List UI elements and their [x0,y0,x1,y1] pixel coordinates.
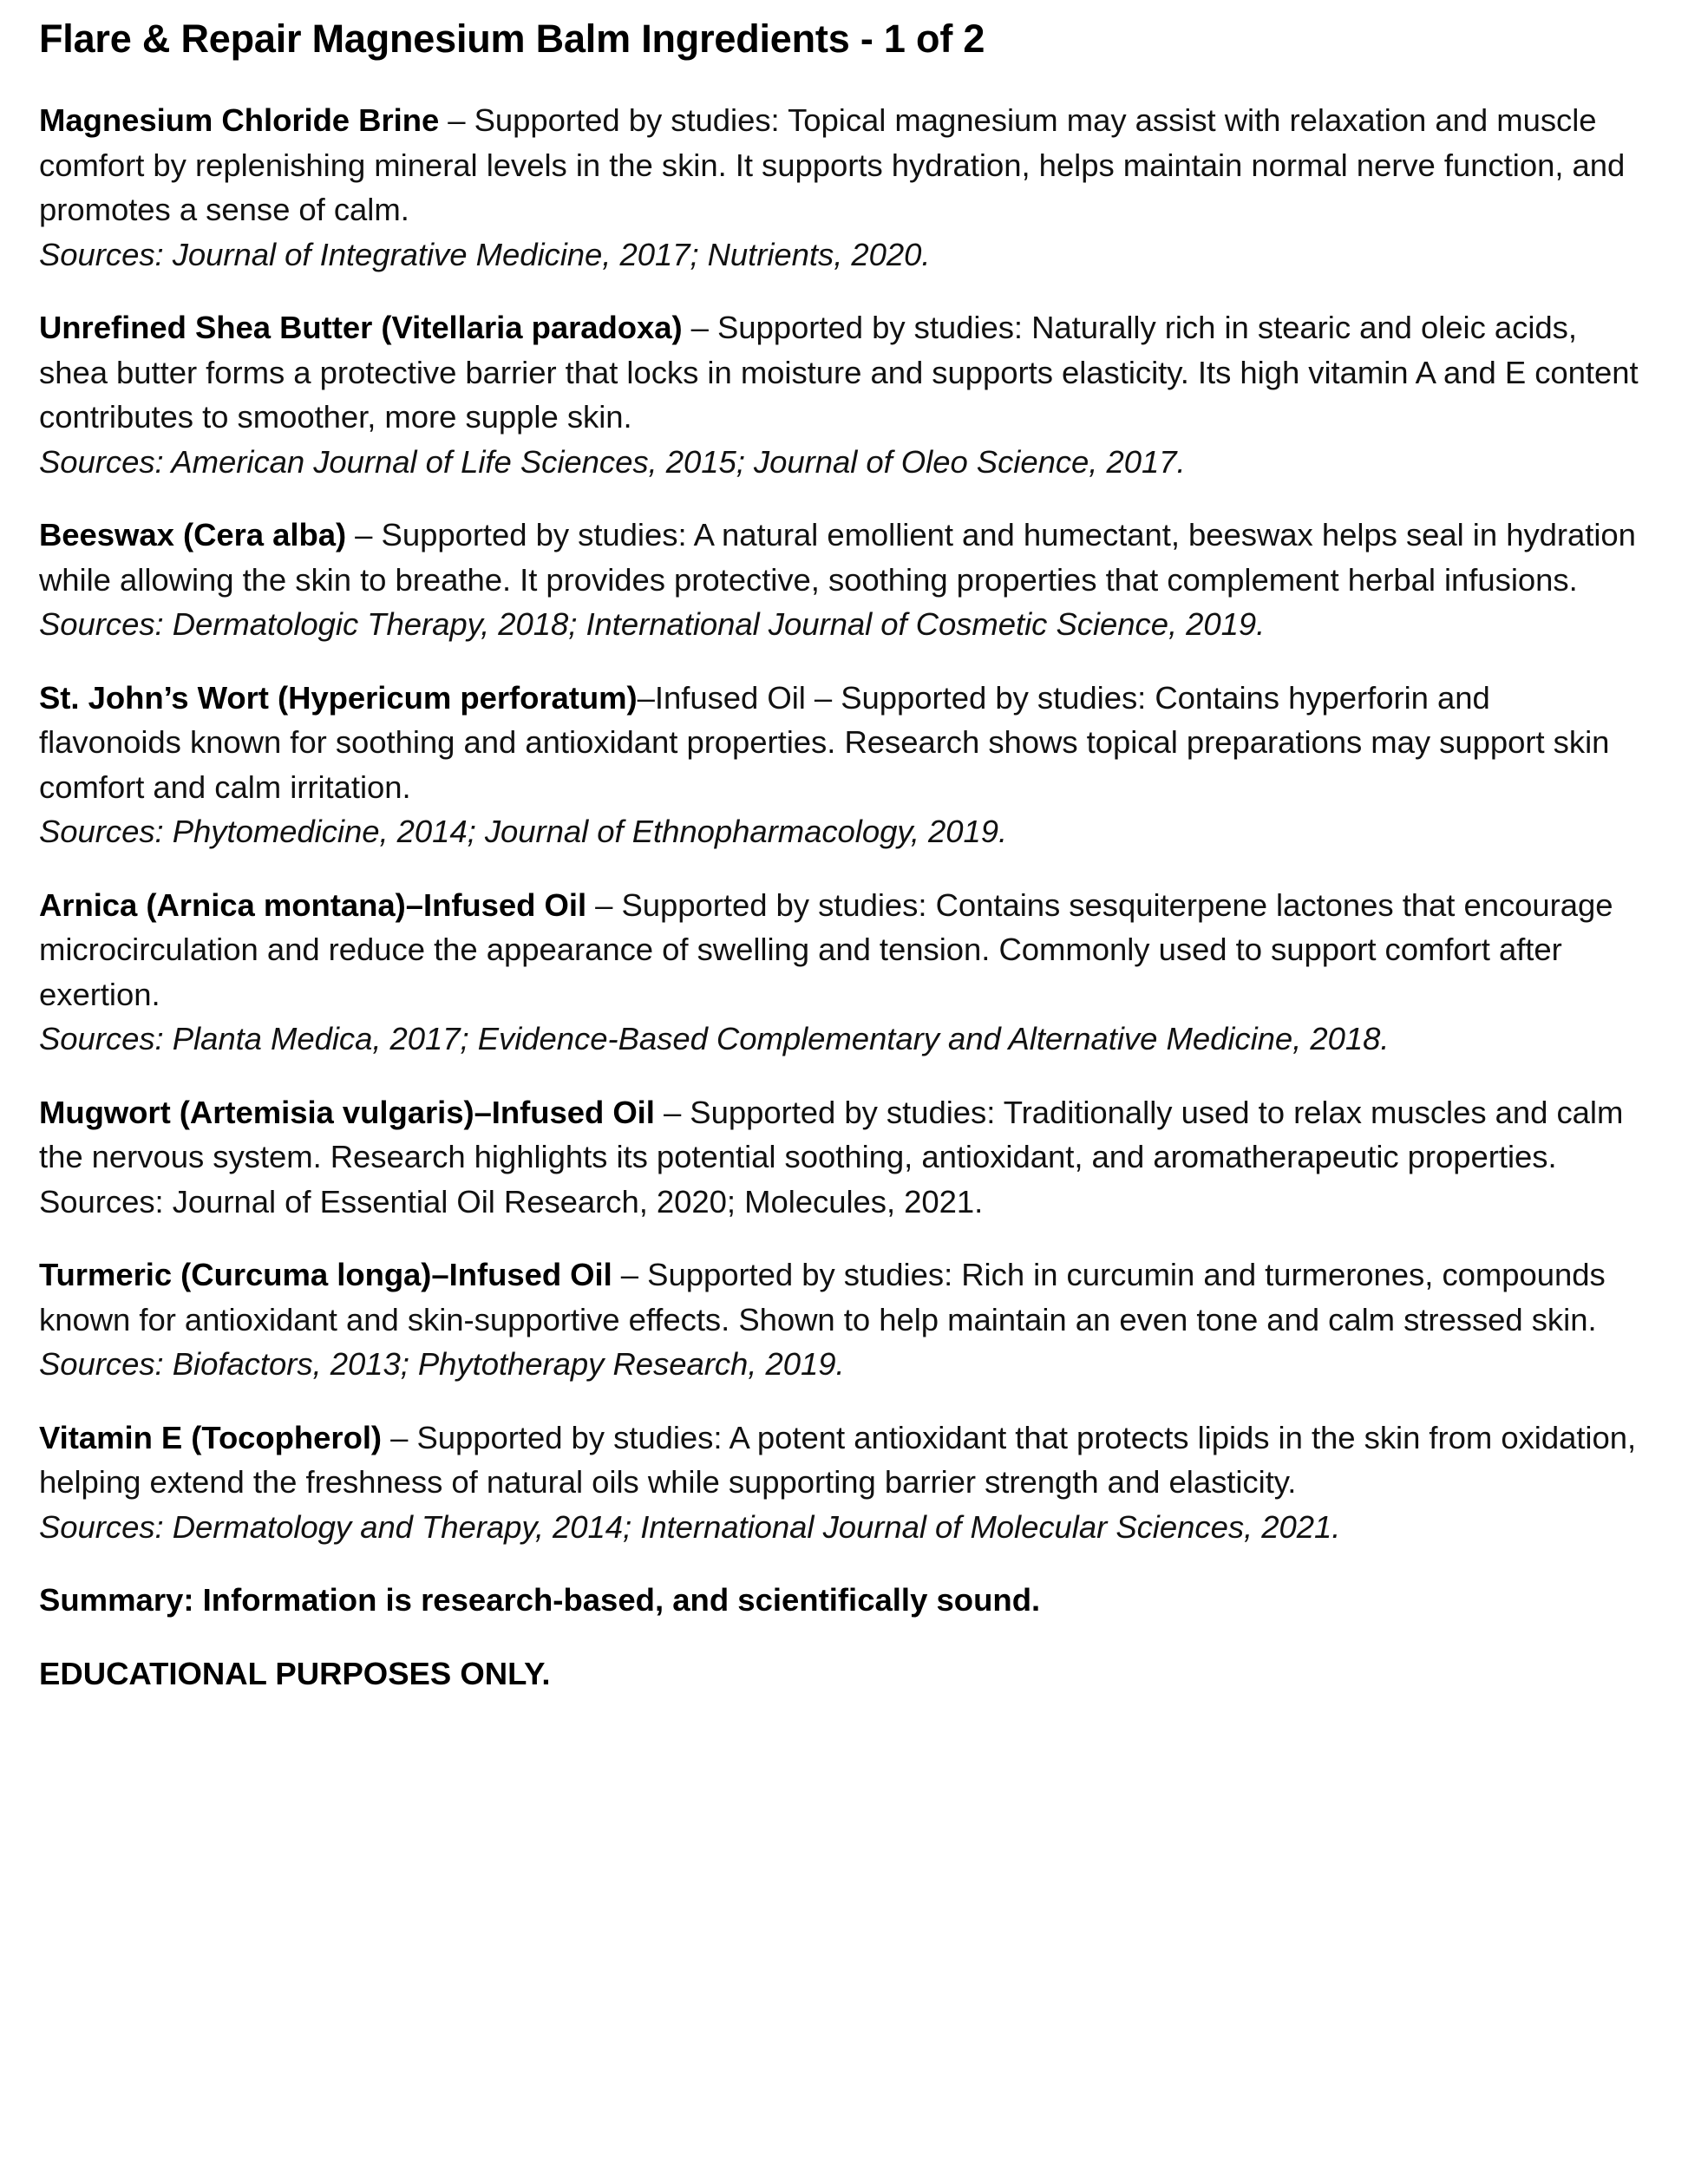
ingredient-name: Vitamin E (Tocopherol) [39,1419,383,1455]
ingredient-name: Turmeric (Curcuma longa)–Infused Oil [39,1257,612,1293]
ingredient-section-vitamin-e [39,1416,1639,1550]
ingredient-section-beeswax [39,513,1639,647]
ingredient-section-magnesium-chloride-brine [39,98,1639,277]
ingredient-name: Unrefined Shea Butter (Vitellaria paradoxa) [39,310,683,346]
ingredient-sources: Sources: Journal of Integrative Medicine, 2017; Nutrients, 2020. [39,236,931,272]
summary-statement: Summary: Information is research-based, and scientifically sound. [39,1582,1041,1618]
ingredient-name: Beeswax (Cera alba) [39,517,347,553]
ingredient-description [39,513,1639,602]
ingredient-section-list [39,98,1639,1549]
ingredient-description [39,305,1639,440]
ingredient-name: Mugwort (Artemisia vulgaris)–Infused Oil [39,1094,655,1130]
ingredient-body-text: – Supported by studies: Traditionally used to relax muscles and calm the nervous system. Research highlights its potential soothing, antioxidant, and aromatherapeutic properties. [39,1094,1624,1175]
ingredient-sources: Sources: Journal of Essential Oil Research, 2020; Molecules, 2021. [39,1183,984,1220]
ingredient-sources: Sources: Biofactors, 2013; Phytotherapy Research, 2019. [39,1346,845,1383]
ingredient-body-text: – Supported by studies: Topical magnesium may assist with relaxation and muscle comfort by replenishing mineral levels in the skin. It supports hydration, helps maintain normal nerve function, and promotes a sense of calm. [39,102,1626,228]
ingredient-sources: Sources: Dermatology and Therapy, 2014; International Journal of Molecular Sciences, 2021. [39,1508,1341,1545]
page-title: Flare & Repair Magnesium Balm Ingredients - 1 of 2 [39,16,985,61]
ingredient-body-text: – Supported by studies: Contains sesquiterpene lactones that encourage microcirculation and reduce the appearance of swelling and tension. Commonly used to support comfort after exertion. [39,886,1613,1012]
ingredient-body-text: – Supported by studies: A natural emollient and humectant, beeswax helps seal in hydration while allowing the skin to breathe. It provides protective, soothing properties that complement herbal infusions. [39,517,1636,598]
educational-disclaimer: EDUCATIONAL PURPOSES ONLY. [39,1655,551,1691]
ingredient-sources: Sources: Dermatologic Therapy, 2018; International Journal of Cosmetic Science, 2019. [39,606,1266,643]
ingredient-section-arnica [39,883,1639,1062]
ingredient-description [39,1416,1639,1505]
ingredient-description [39,1252,1639,1342]
ingredient-description [39,883,1639,1017]
ingredient-name: Magnesium Chloride Brine [39,102,440,139]
ingredient-sources: Sources: American Journal of Life Sciences, 2015; Journal of Oleo Science, 2017. [39,443,1186,480]
ingredient-section-unrefined-shea-butter [39,305,1639,484]
ingredient-body-text: – Supported by studies: Naturally rich in stearic and oleic acids, shea butter forms a protective barrier that locks in moisture and supports elasticity. Its high vitamin A and E content contributes to smoother, more supple skin. [39,310,1639,435]
ingredient-sources: Sources: Phytomedicine, 2014; Journal of Ethnopharmacology, 2019. [39,814,1008,850]
ingredient-body-text: – Supported by studies: Rich in curcumin and turmerones, compounds known for antioxidant and skin-supportive effects. Shown to help maintain an even tone and calm stressed skin. [39,1257,1606,1337]
ingredient-body-text: –Infused Oil – Supported by studies: Contains hyperforin and flavonoids known for soothing and antioxidant properties. Research shows topical preparations may support skin comfort and calm irritation. [39,679,1610,805]
ingredient-description [39,98,1639,232]
ingredient-name: St. John’s Wort (Hypericum perforatum) [39,679,638,716]
ingredient-description [39,1090,1639,1180]
ingredient-body-text: – Supported by studies: A potent antioxidant that protects lipids in the skin from oxidation, helping extend the freshness of natural oils while supporting barrier strength and elasticity. [39,1419,1637,1501]
ingredient-name: Arnica (Arnica montana)–Infused Oil [39,886,587,923]
ingredient-section-st-johns-wort [39,676,1639,854]
ingredient-section-mugwort [39,1090,1639,1225]
ingredient-sources: Sources: Planta Medica, 2017; Evidence-Based Complementary and Alternative Medicine, 2018. [39,1021,1390,1057]
ingredient-description [39,676,1639,810]
ingredient-section-turmeric [39,1252,1639,1387]
